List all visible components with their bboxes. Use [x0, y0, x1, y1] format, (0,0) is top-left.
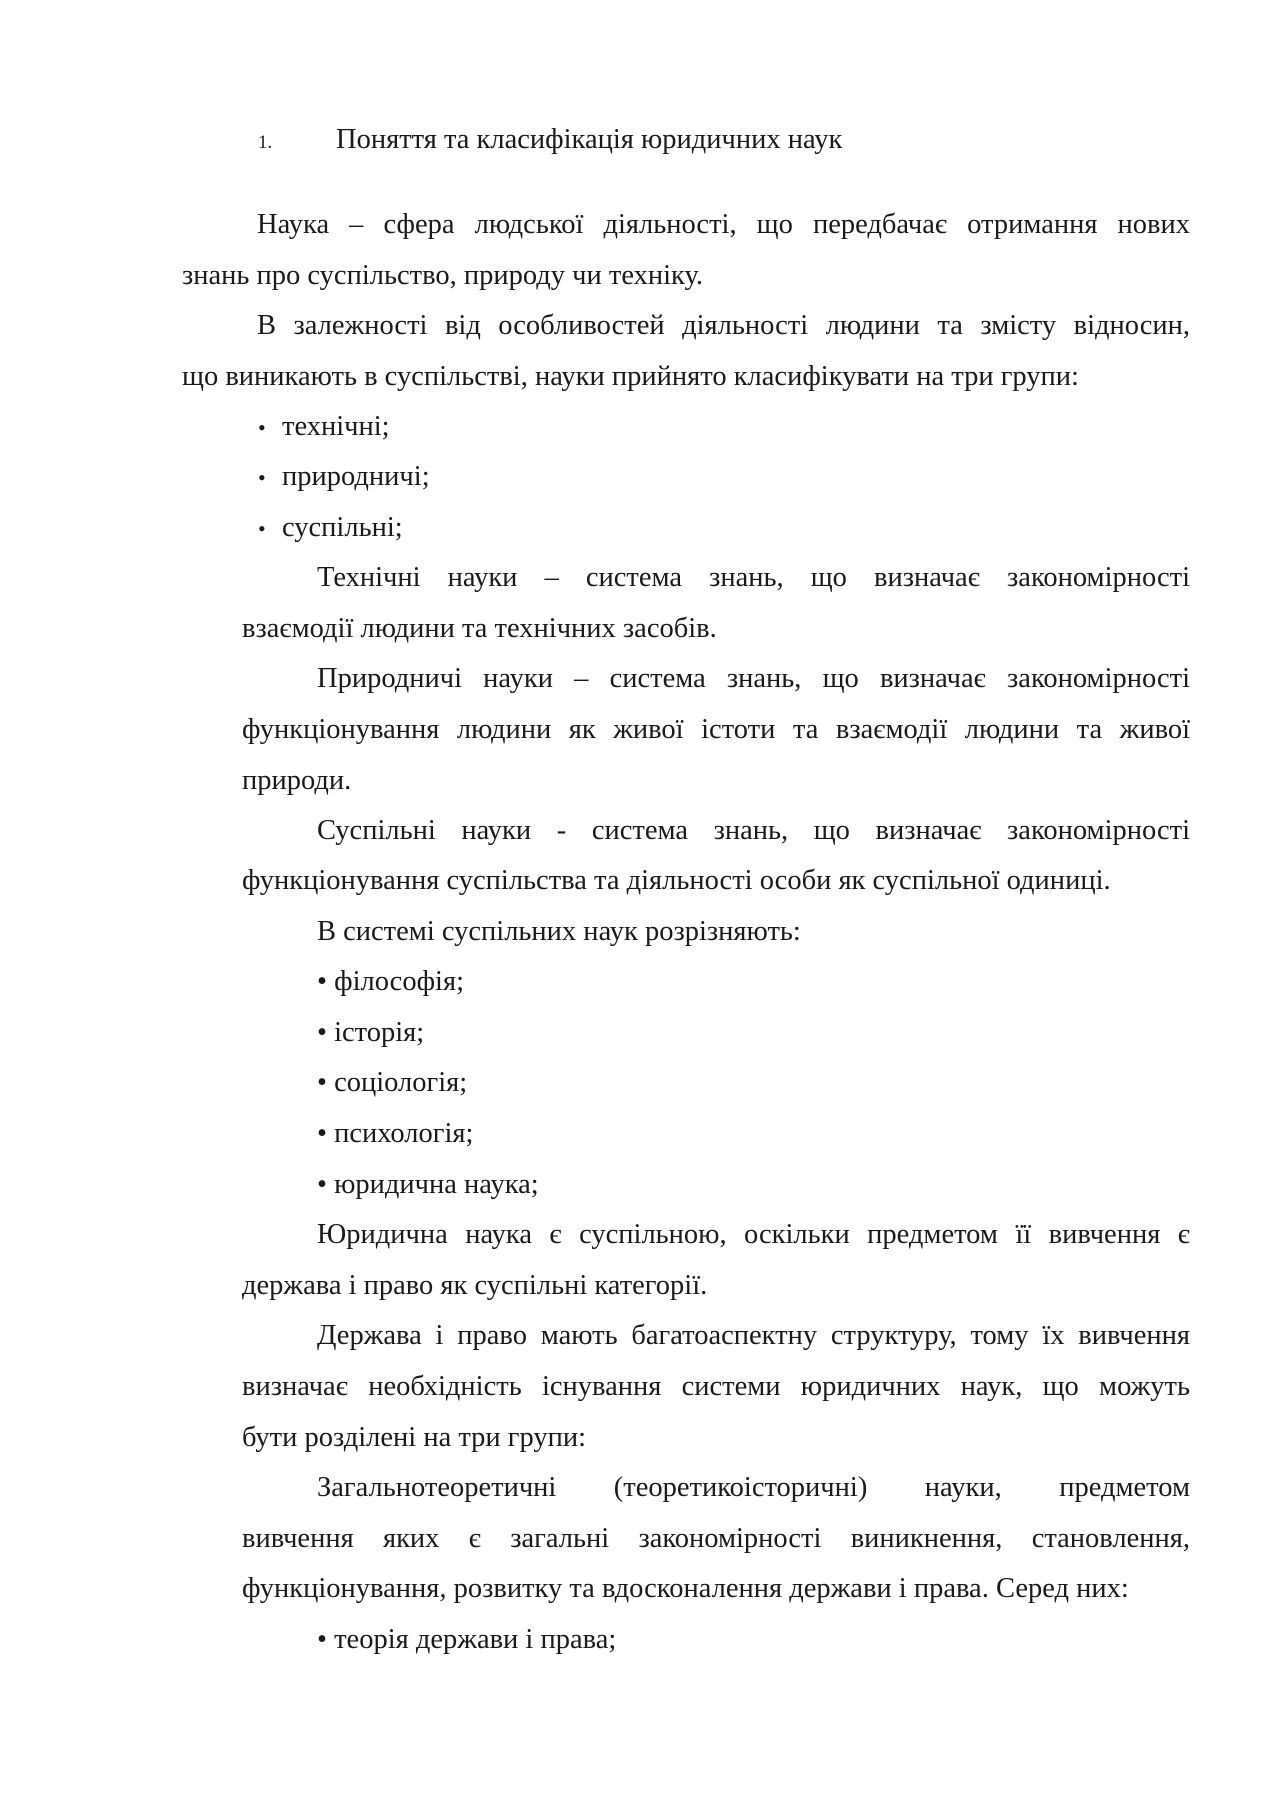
- bullet-icon: •: [258, 415, 266, 440]
- paragraph-line: природи.: [242, 765, 352, 796]
- bullet-icon: •: [258, 516, 266, 541]
- paragraph-line: визначає необхідність існування системи юридичних наук, що можуть: [242, 1371, 1190, 1402]
- list-item: технічні;: [282, 411, 390, 442]
- list-item: • філософія;: [317, 966, 464, 997]
- paragraph-line: функціонування людини як живої істоти та взаємодії людини та живої: [242, 714, 1190, 745]
- paragraph-line: В системі суспільних наук розрізняють:: [317, 916, 801, 947]
- paragraph-line: що виникають в суспільстві, науки прийнято класифікувати на три групи:: [182, 361, 1079, 392]
- paragraph-line: Загальнотеоретичні (теоретикоісторичні) науки, предметом: [317, 1472, 1190, 1503]
- paragraph-line: Суспільні науки - система знань, що визначає закономірності: [317, 815, 1190, 846]
- paragraph-line: держава і право як суспільні категорії.: [242, 1270, 708, 1301]
- list-item: • соціологія;: [317, 1067, 468, 1098]
- list-item: • юридична наука;: [317, 1169, 539, 1200]
- paragraph-line: Наука – сфера людської діяльності, що передбачає отримання нових: [257, 209, 1190, 240]
- heading-number: 1.: [258, 132, 273, 153]
- paragraph-line: знань про суспільство, природу чи техніку.: [182, 260, 703, 291]
- paragraph-line: бути розділені на три групи:: [242, 1422, 587, 1453]
- paragraph-line: взаємодії людини та технічних засобів.: [242, 613, 717, 644]
- list-item: суспільні;: [282, 512, 403, 543]
- list-item: • психологія;: [317, 1118, 474, 1149]
- paragraph-line: В залежності від особливостей діяльності людини та змісту відносин,: [257, 310, 1190, 341]
- paragraph-line: функціонування суспільства та діяльності особи як суспільної одиниці.: [242, 865, 1111, 896]
- paragraph-line: Природничі науки – система знань, що визначає закономірності: [317, 663, 1190, 694]
- paragraph-line: Юридична наука є суспільною, оскільки предметом її вивчення є: [317, 1219, 1190, 1250]
- bullet-icon: •: [258, 465, 266, 490]
- list-item: • теорія держави і права;: [317, 1624, 617, 1655]
- paragraph-line: Держава і право мають багатоаспектну структуру, тому їх вивчення: [317, 1320, 1190, 1351]
- list-item: • історія;: [317, 1017, 425, 1048]
- paragraph-line: функціонування, розвитку та вдосконалення держави і права. Серед них:: [242, 1573, 1129, 1604]
- paragraph-line: вивчення яких є загальні закономірності виникнення, становлення,: [242, 1523, 1190, 1554]
- paragraph-line: Технічні науки – система знань, що визначає закономірності: [317, 562, 1190, 593]
- heading-title: Поняття та класифікація юридичних наук: [336, 124, 843, 155]
- list-item: природничі;: [282, 461, 430, 492]
